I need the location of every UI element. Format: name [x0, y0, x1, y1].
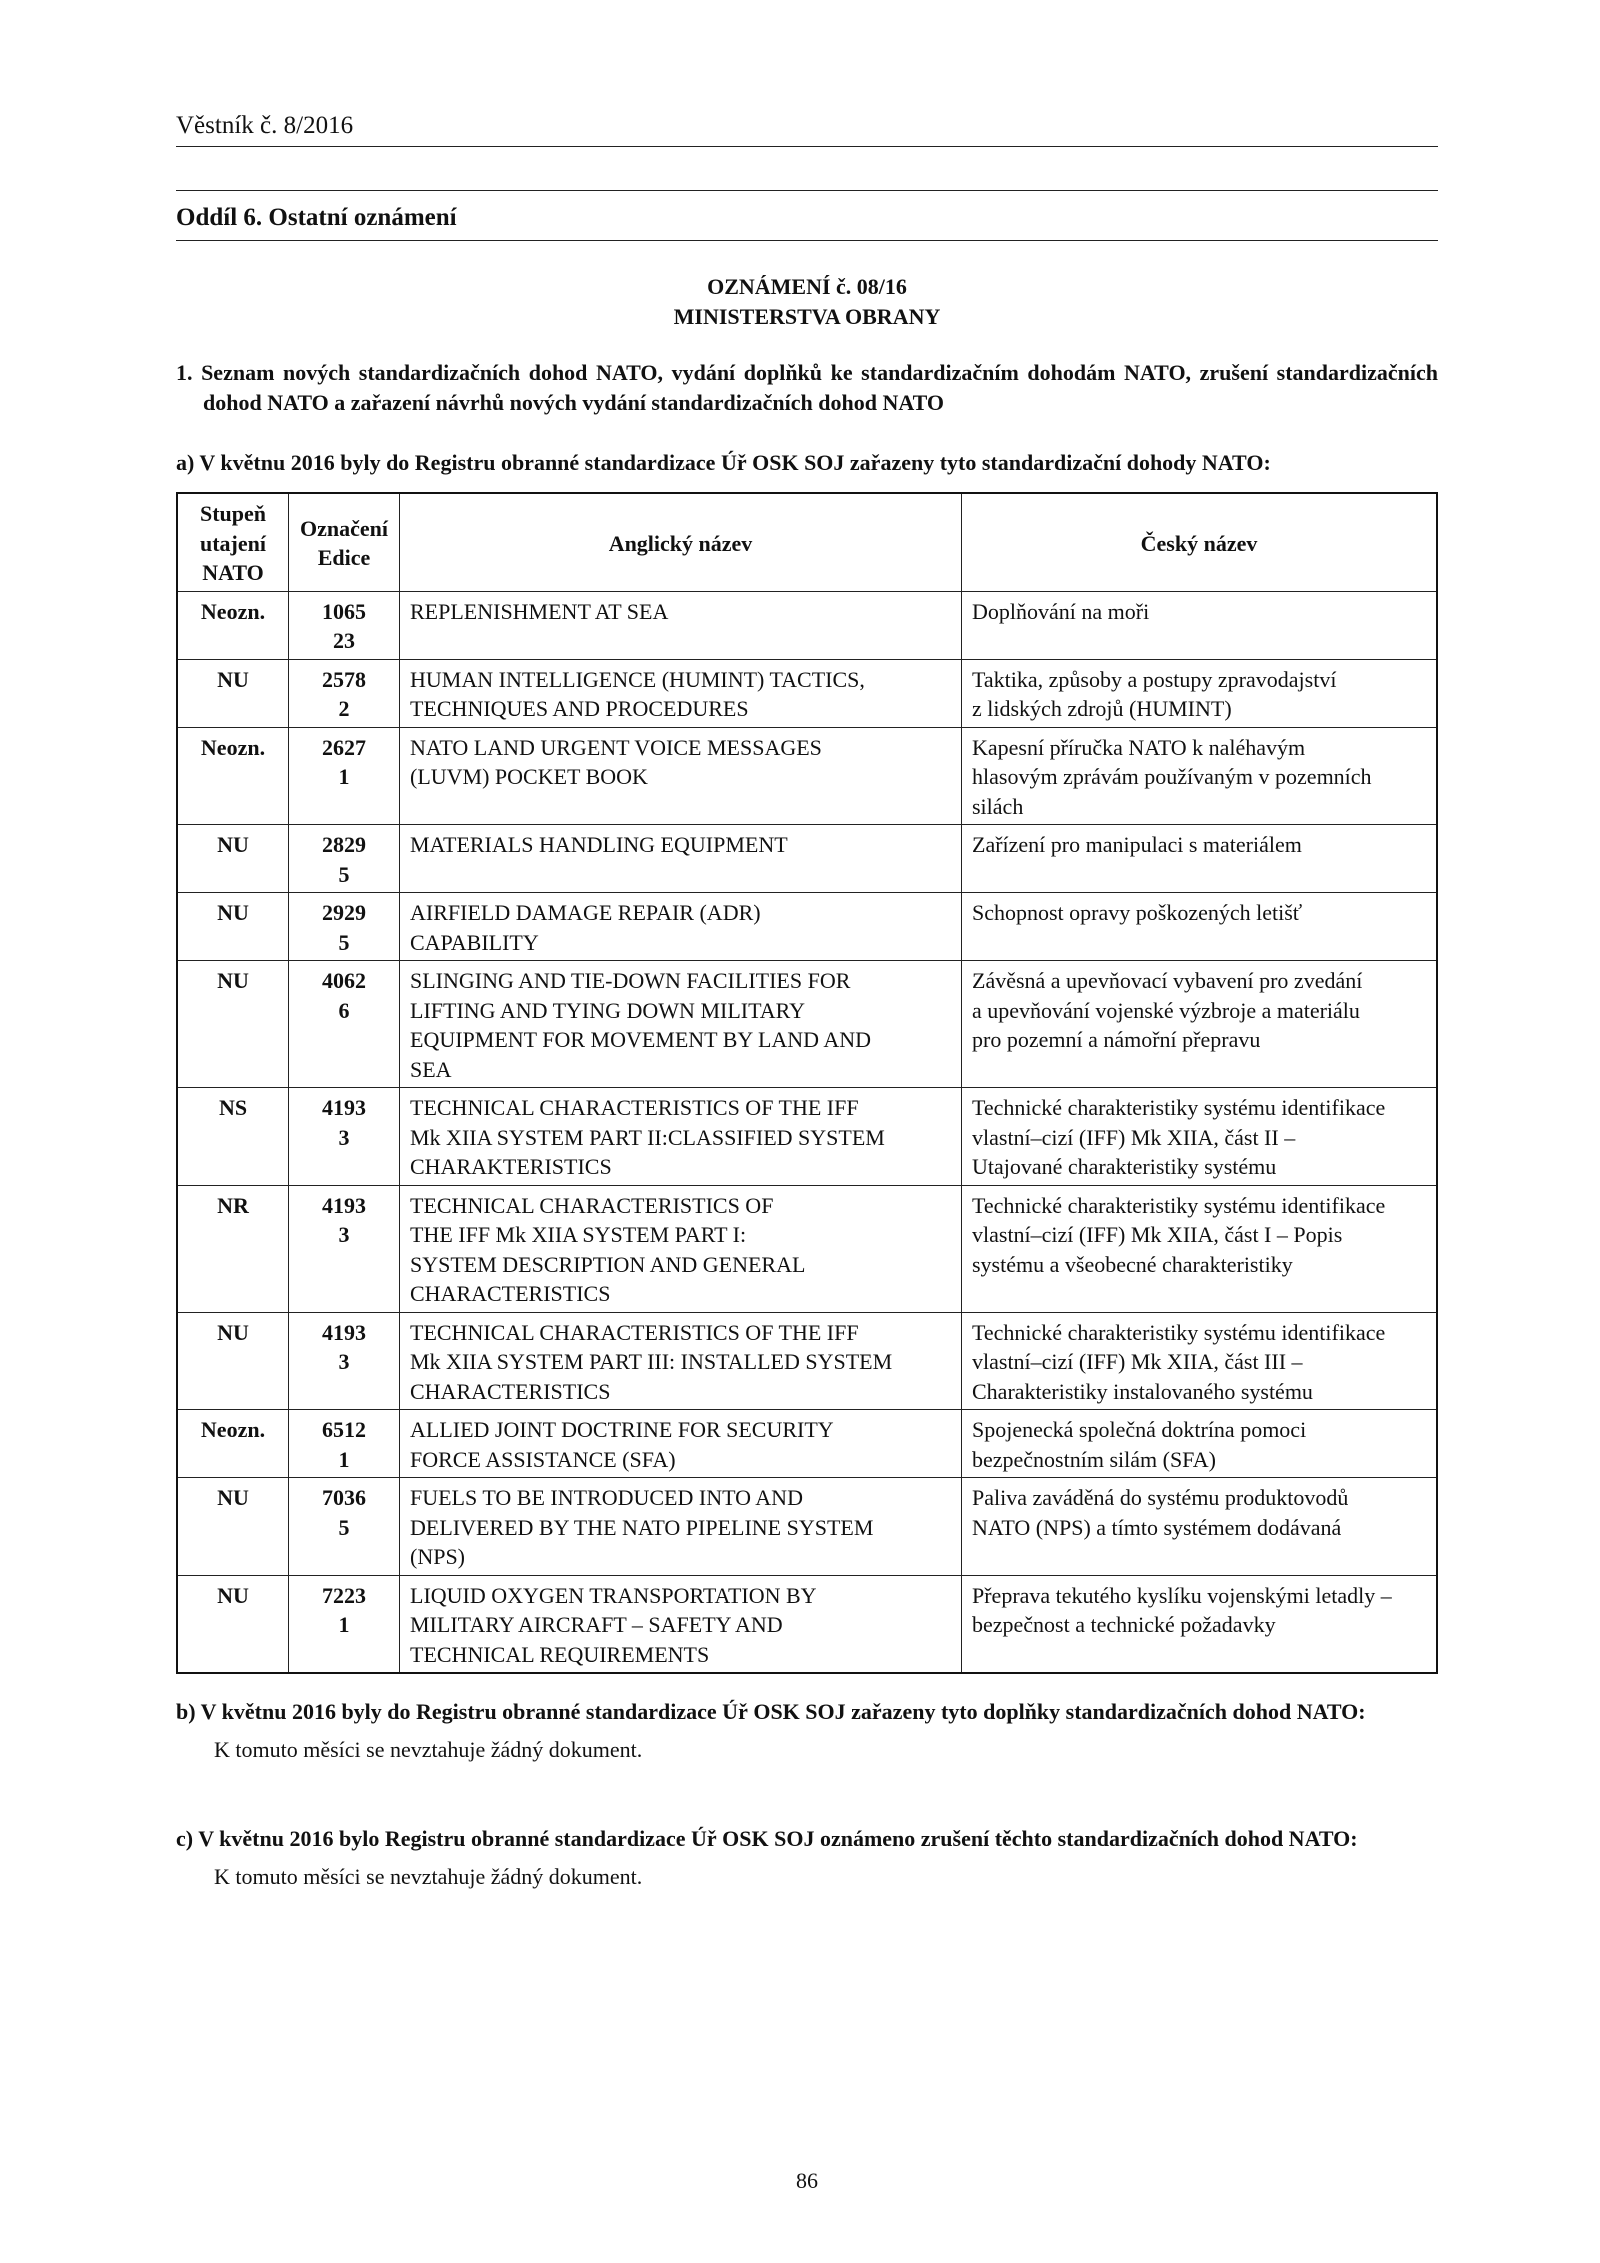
- english-title-line: CAPABILITY: [410, 929, 539, 955]
- table-row: [177, 659, 1437, 727]
- stanag-number: 2829: [322, 832, 366, 857]
- classification-value: Neozn.: [200, 734, 266, 760]
- table-row: [177, 1478, 1437, 1576]
- cell-czech-title: [962, 825, 1438, 893]
- cell-classification: [177, 1312, 289, 1410]
- notice-title-line-2: MINISTERSTVA OBRANY: [673, 304, 941, 329]
- cell-czech-title: [962, 961, 1438, 1088]
- czech-title-line: Schopnost opravy poškozených letišť: [972, 900, 1303, 925]
- english-title-line: FORCE ASSISTANCE (SFA): [410, 1446, 676, 1472]
- english-title-line: SYSTEM DESCRIPTION AND GENERAL: [410, 1251, 806, 1277]
- header-rule: [176, 146, 1438, 147]
- table-row: [177, 1312, 1437, 1410]
- english-title-line: (LUVM) POCKET BOOK: [410, 764, 648, 789]
- czech-title-line: systému a všeobecné charakteristiky: [972, 1251, 1293, 1277]
- cell-designation: [289, 1410, 400, 1478]
- classification-value: Neozn.: [200, 1417, 266, 1442]
- czech-title-line: Utajované charakteristiky systému: [972, 1154, 1277, 1179]
- czech-title-line: Paliva zaváděná do systému produktovodů: [972, 1485, 1349, 1510]
- cell-designation: [289, 1478, 400, 1576]
- section-rule-top: [176, 190, 1438, 191]
- cell-czech-title: [962, 1185, 1438, 1312]
- cell-czech-title: [962, 1088, 1438, 1186]
- edition-number: 3: [338, 1222, 350, 1247]
- cell-classification: [177, 1478, 289, 1576]
- header-classification-line: Stupeň: [199, 501, 267, 526]
- cell-czech-title: [962, 659, 1438, 727]
- edition-number: 1: [338, 764, 350, 789]
- czech-title-line: Spojenecká společná doktrína pomoci: [972, 1417, 1307, 1442]
- stanag-number: 4193: [322, 1095, 366, 1120]
- paragraph-c: [176, 1824, 1438, 1892]
- stanag-number: 4193: [322, 1192, 366, 1218]
- classification-value: NU: [217, 900, 249, 925]
- english-title-line: EQUIPMENT FOR MOVEMENT BY LAND AND: [410, 1027, 872, 1052]
- edition-number: 23: [333, 628, 355, 653]
- classification-value: NR: [217, 1192, 249, 1218]
- czech-title-line: Závěsná a upevňovací vybavení pro zvedání: [972, 968, 1363, 993]
- cell-designation: [289, 1088, 400, 1186]
- table-row: [177, 1410, 1437, 1478]
- header-classification-line: NATO: [202, 560, 264, 585]
- english-title-line: FUELS TO BE INTRODUCED INTO AND: [410, 1485, 803, 1510]
- czech-title-line: NATO (NPS) a tímto systémem dodávaná: [972, 1514, 1342, 1540]
- notice-title-line-1: OZNÁMENÍ č. 08/16: [707, 274, 907, 299]
- czech-title-line: pro pozemní a námořní přepravu: [972, 1027, 1261, 1052]
- stanag-number: 2627: [322, 734, 366, 760]
- table-row: [177, 893, 1437, 961]
- cell-designation: [289, 893, 400, 961]
- stanag-number: 4062: [322, 968, 366, 993]
- english-title-line: THE IFF Mk XIIA SYSTEM PART I:: [410, 1222, 747, 1247]
- header-designation-line: Označení: [300, 515, 388, 541]
- classification-value: NU: [217, 666, 249, 692]
- cell-classification: [177, 893, 289, 961]
- english-title-line: Mk XIIA SYSTEM PART III: INSTALLED SYSTEM: [410, 1349, 893, 1374]
- english-title-line: LIFTING AND TYING DOWN MILITARY: [410, 997, 806, 1023]
- classification-value: NU: [217, 1319, 249, 1345]
- cell-czech-title: [962, 727, 1438, 825]
- cell-classification: [177, 1410, 289, 1478]
- edition-number: 5: [338, 861, 350, 887]
- english-title-line: ALLIED JOINT DOCTRINE FOR SECURITY: [410, 1417, 834, 1442]
- paragraph-1-text: 1. Seznam nových standardizačních dohod NATO, vydání doplňků ke standardizačním dohodám NATO, zrušení standardizačních dohod NATO a zařazení návrhů nových vydání standardizačních dohod NATO: [176, 360, 1438, 415]
- english-title-line: MILITARY AIRCRAFT – SAFETY AND: [410, 1612, 783, 1637]
- edition-number: 5: [338, 929, 350, 955]
- cell-designation: [289, 1312, 400, 1410]
- english-title-line: CHARACTERISTICS: [410, 1281, 611, 1306]
- cell-english-title: [400, 659, 962, 727]
- table-row: [177, 1575, 1437, 1673]
- table-row: [177, 1185, 1437, 1312]
- header-designation-line: Edice: [317, 545, 371, 571]
- cell-english-title: [400, 1088, 962, 1186]
- cell-designation: [289, 727, 400, 825]
- classification-value: NU: [217, 1485, 249, 1510]
- czech-title-line: Technické charakteristiky systému identifikace: [972, 1319, 1386, 1345]
- table-row: [177, 825, 1437, 893]
- cell-czech-title: [962, 1312, 1438, 1410]
- classification-value: NU: [217, 832, 249, 857]
- paragraph-c-text: c) V květnu 2016 bylo Registru obranné standardizace Úř OSK SOJ oznámeno zrušení těchto standardizačních dohod NATO:: [176, 1826, 1358, 1851]
- paragraph-c-note: K tomuto měsíci se nevztahuje žádný dokument.: [214, 1864, 643, 1889]
- english-title-line: CHARACTERISTICS: [410, 1378, 611, 1404]
- czech-title-line: Technické charakteristiky systému identifikace: [972, 1095, 1386, 1120]
- cell-english-title: [400, 1410, 962, 1478]
- czech-title-line: vlastní–cizí (IFF) Mk XIIA, část I – Popis: [972, 1222, 1343, 1247]
- section-rule-bottom: [176, 240, 1438, 241]
- english-title-line: TECHNICAL CHARACTERISTICS OF: [410, 1192, 774, 1218]
- cell-classification: [177, 727, 289, 825]
- english-title-line: REPLENISHMENT AT SEA: [410, 598, 669, 624]
- czech-title-line: Kapesní příručka NATO k naléhavým: [972, 734, 1306, 760]
- czech-title-line: Technické charakteristiky systému identifikace: [972, 1192, 1386, 1218]
- czech-title-line: Přeprava tekutého kyslíku vojenskými letadly –: [972, 1582, 1392, 1608]
- english-title-line: (NPS): [410, 1544, 466, 1569]
- classification-value: Neozn.: [200, 598, 266, 624]
- english-title-line: SLINGING AND TIE-DOWN FACILITIES FOR: [410, 968, 851, 993]
- edition-number: 2: [338, 696, 350, 721]
- czech-title-line: Doplňování na moři: [972, 598, 1150, 624]
- paragraph-b-text: b) V květnu 2016 byly do Registru obranné standardizace Úř OSK SOJ zařazeny tyto doplňky standardizačních dohod NATO:: [176, 1699, 1366, 1724]
- running-head: Věstník č. 8/2016: [176, 112, 354, 139]
- page-number: 86: [796, 2168, 818, 2193]
- cell-designation: [289, 961, 400, 1088]
- cell-designation: [289, 659, 400, 727]
- classification-value: NU: [217, 1582, 249, 1608]
- paragraph-b-note: K tomuto měsíci se nevztahuje žádný dokument.: [214, 1737, 643, 1762]
- czech-title-line: a upevňování vojenské výzbroje a materiálu: [972, 997, 1360, 1023]
- cell-classification: [177, 591, 289, 659]
- table-row: [177, 1088, 1437, 1186]
- english-title-line: SEA: [410, 1056, 452, 1082]
- czech-title-line: Taktika, způsoby a postupy zpravodajství: [972, 666, 1337, 692]
- cell-english-title: [400, 1478, 962, 1576]
- english-title-line: Mk XIIA SYSTEM PART II:CLASSIFIED SYSTEM: [410, 1124, 885, 1150]
- stanag-number: 6512: [322, 1417, 366, 1442]
- czech-title-line: vlastní–cizí (IFF) Mk XIIA, část II –: [972, 1124, 1296, 1150]
- cell-english-title: [400, 893, 962, 961]
- czech-title-line: bezpečnostním silám (SFA): [972, 1446, 1216, 1472]
- stanag-number: 2578: [322, 666, 366, 692]
- cell-classification: [177, 825, 289, 893]
- cell-classification: [177, 1088, 289, 1186]
- cell-english-title: [400, 1185, 962, 1312]
- cell-english-title: [400, 825, 962, 893]
- english-title-line: MATERIALS HANDLING EQUIPMENT: [410, 832, 788, 857]
- edition-number: 3: [338, 1124, 350, 1150]
- notice-title: [176, 272, 1438, 332]
- czech-title-line: Charakteristiky instalovaného systému: [972, 1378, 1313, 1404]
- header-classification-line: utajení: [200, 530, 266, 556]
- cell-english-title: [400, 1575, 962, 1673]
- cell-designation: [289, 1575, 400, 1673]
- cell-english-title: [400, 1312, 962, 1410]
- czech-title-line: Zařízení pro manipulaci s materiálem: [972, 832, 1302, 857]
- cell-classification: [177, 1575, 289, 1673]
- table-header-row: [177, 493, 1437, 591]
- cell-designation: [289, 1185, 400, 1312]
- czech-title-line: z lidských zdrojů (HUMINT): [972, 696, 1232, 721]
- classification-value: NU: [217, 968, 249, 993]
- cell-english-title: [400, 591, 962, 659]
- stanag-number: 4193: [322, 1319, 366, 1345]
- english-title-line: TECHNIQUES AND PROCEDURES: [410, 696, 749, 721]
- stanag-number: 7223: [322, 1582, 366, 1608]
- cell-english-title: [400, 727, 962, 825]
- cell-czech-title: [962, 893, 1438, 961]
- table-body: [177, 591, 1437, 1673]
- edition-number: 3: [338, 1349, 350, 1374]
- cell-czech-title: [962, 1575, 1438, 1673]
- paragraph-b: [176, 1697, 1438, 1765]
- english-title-line: DELIVERED BY THE NATO PIPELINE SYSTEM: [410, 1514, 874, 1540]
- cell-classification: [177, 659, 289, 727]
- table-row: [177, 961, 1437, 1088]
- cell-czech-title: [962, 1410, 1438, 1478]
- header-czech-title: Český název: [962, 493, 1438, 591]
- english-title-line: LIQUID OXYGEN TRANSPORTATION BY: [410, 1582, 817, 1608]
- paragraph-a: a) V květnu 2016 byly do Registru obranné standardizace Úř OSK SOJ zařazeny tyto standardizační dohody NATO:: [176, 450, 1271, 475]
- edition-number: 1: [338, 1612, 350, 1637]
- czech-title-line: silách: [972, 793, 1024, 819]
- edition-number: 1: [338, 1446, 350, 1472]
- edition-number: 6: [338, 997, 350, 1023]
- header-designation: [289, 493, 400, 591]
- english-title-line: AIRFIELD DAMAGE REPAIR (ADR): [410, 900, 761, 925]
- stanag-number: 2929: [322, 900, 366, 925]
- section-title: Oddíl 6. Ostatní oznámení: [176, 204, 457, 231]
- cell-designation: [289, 591, 400, 659]
- cell-designation: [289, 825, 400, 893]
- cell-classification: [177, 1185, 289, 1312]
- cell-czech-title: [962, 591, 1438, 659]
- standards-table: [176, 492, 1438, 1674]
- english-title-line: HUMAN INTELLIGENCE (HUMINT) TACTICS,: [410, 666, 865, 692]
- table-row: [177, 727, 1437, 825]
- stanag-number: 7036: [322, 1485, 366, 1510]
- paragraph-1: [176, 358, 1438, 418]
- czech-title-line: bezpečnost a technické požadavky: [972, 1612, 1276, 1637]
- cell-classification: [177, 961, 289, 1088]
- edition-number: 5: [338, 1514, 350, 1540]
- classification-value: NS: [218, 1095, 248, 1120]
- czech-title-line: vlastní–cizí (IFF) Mk XIIA, část III –: [972, 1349, 1303, 1374]
- czech-title-line: hlasovým zprávám používaným v pozemních: [972, 764, 1372, 789]
- english-title-line: TECHNICAL REQUIREMENTS: [410, 1641, 710, 1667]
- english-title-line: TECHNICAL CHARACTERISTICS OF THE IFF: [410, 1319, 859, 1345]
- header-classification: [177, 493, 289, 591]
- cell-english-title: [400, 961, 962, 1088]
- header-english-title: Anglický název: [400, 493, 962, 591]
- stanag-number: 1065: [322, 598, 366, 624]
- cell-czech-title: [962, 1478, 1438, 1576]
- table-row: [177, 591, 1437, 659]
- english-title-line: TECHNICAL CHARACTERISTICS OF THE IFF: [410, 1095, 859, 1120]
- english-title-line: CHARAKTERISTICS: [410, 1154, 612, 1179]
- english-title-line: NATO LAND URGENT VOICE MESSAGES: [410, 734, 822, 760]
